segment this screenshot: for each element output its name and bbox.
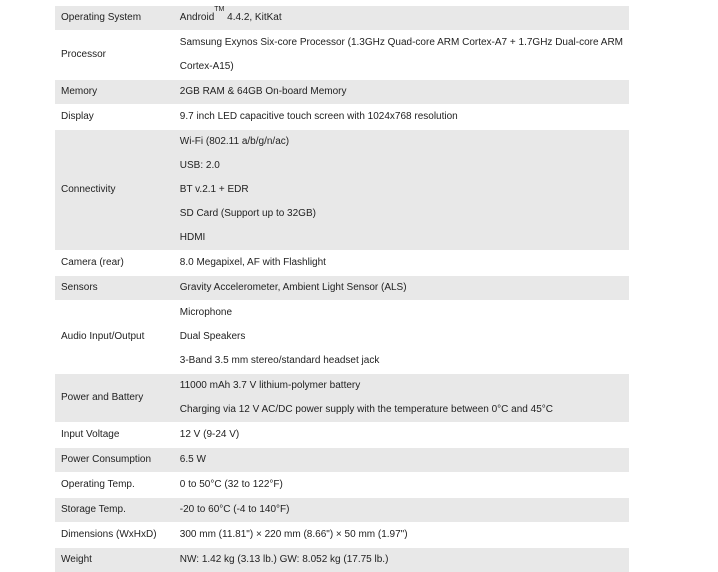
spec-value-line: 8.0 Megapixel, AF with Flashlight [179,257,326,268]
spec-label: Weight [55,547,174,572]
spec-value-line: BT v.2.1 + EDR [179,184,249,195]
spec-label: Power Consumption [55,447,174,472]
spec-row-sensors [55,275,629,300]
spec-value-line: 11000 mAh 3.7 V lithium-polymer battery [179,380,361,391]
spec-value-line: 9.7 inch LED capacitive touch screen with 1024x768 resolution [179,111,458,122]
spec-value [174,129,629,250]
spec-row-display [55,104,629,129]
spec-label: Camera (rear) [55,250,174,275]
spec-value-line: Cortex-A15) [179,61,234,72]
spec-row-weight [55,547,629,572]
spec-value [174,300,629,373]
spec-value [174,447,629,472]
spec-label: Display [55,104,174,129]
os-name: Android [179,12,215,23]
spec-row-dimensions [55,522,629,547]
spec-label: Operating Temp. [55,472,174,497]
spec-value-line: Charging via 12 V AC/DC power supply with the temperature between 0°C and 45°C [179,404,553,415]
spec-value-line: HDMI [179,232,206,243]
spec-row-storage-temp [55,497,629,522]
spec-value-line: 2GB RAM & 64GB On-board Memory [179,86,347,97]
os-version: 4.4.2, KitKat [224,12,282,23]
spec-row-processor [55,30,629,79]
spec-table [55,5,629,572]
spec-value [174,30,629,79]
spec-row-connectivity [55,129,629,250]
spec-value-line: Samsung Exynos Six-core Processor (1.3GHz Quad-core ARM Cortex-A7 + 1.7GHz Dual-core ARM [179,37,623,48]
spec-value-line: Gravity Accelerometer, Ambient Light Sensor (ALS) [179,282,407,293]
spec-value [174,472,629,497]
spec-row-input-voltage [55,422,629,447]
spec-value-line: Wi-Fi (802.11 a/b/g/n/ac) [179,136,290,147]
spec-label: Operating System [55,5,174,30]
spec-label: Input Voltage [55,422,174,447]
spec-label: Connectivity [55,129,174,250]
spec-label: Sensors [55,275,174,300]
spec-value [174,522,629,547]
spec-row-memory [55,79,629,104]
spec-value [174,275,629,300]
spec-value-line: Microphone [179,307,233,318]
spec-row-power-battery [55,373,629,422]
spec-row-power-consumption [55,447,629,472]
spec-label: Processor [55,30,174,79]
spec-label: Power and Battery [55,373,174,422]
spec-value [174,5,629,30]
spec-label: Dimensions (WxHxD) [55,522,174,547]
spec-value-line: 0 to 50°C (32 to 122°F) [179,479,283,490]
spec-label: Memory [55,79,174,104]
spec-value-line: NW: 1.42 kg (3.13 lb.) GW: 8.052 kg (17.75 lb.) [179,554,389,565]
spec-value-line: 3-Band 3.5 mm stereo/standard headset jack [179,355,380,366]
spec-label: Audio Input/Output [55,300,174,373]
spec-value [174,547,629,572]
spec-value-line: SD Card (Support up to 32GB) [179,208,316,219]
spec-value-line: Dual Speakers [179,331,246,342]
spec-row-audio [55,300,629,373]
spec-value [174,79,629,104]
spec-row-operating-system [55,5,629,30]
spec-value-line: 6.5 W [179,454,206,465]
spec-value [174,497,629,522]
spec-value-line: -20 to 60°C (-4 to 140°F) [179,504,290,515]
trademark-mark: TM [214,6,225,13]
spec-value [174,250,629,275]
spec-value-line: 300 mm (11.81") × 220 mm (8.66") × 50 mm (1.97") [179,529,408,540]
spec-value [174,422,629,447]
spec-value [174,373,629,422]
spec-row-operating-temp [55,472,629,497]
spec-row-camera [55,250,629,275]
spec-label: Storage Temp. [55,497,174,522]
spec-value [174,104,629,129]
spec-value-line: 12 V (9-24 V) [179,429,240,440]
spec-value-line: USB: 2.0 [179,160,220,171]
